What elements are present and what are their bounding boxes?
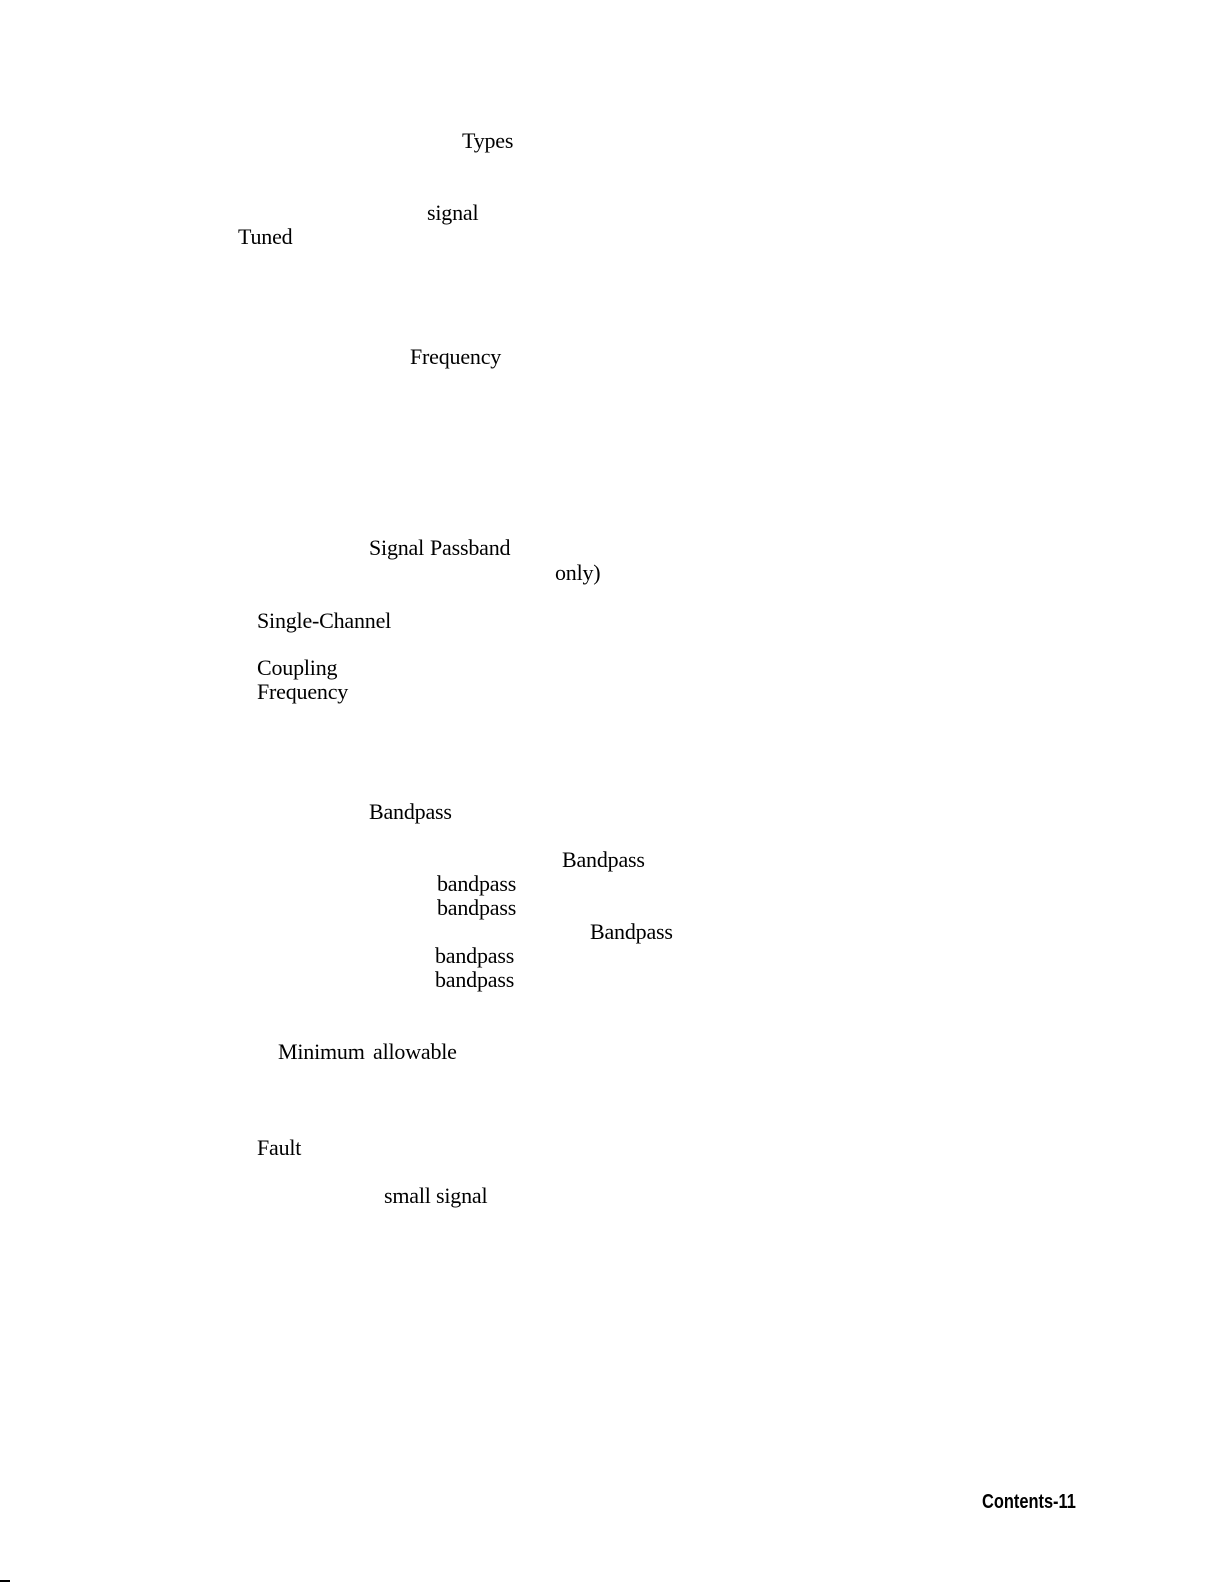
text-fragment-frequency-2: Frequency bbox=[257, 679, 349, 704]
text-fragment-fault: Fault bbox=[257, 1135, 302, 1160]
text-fragment-coupling: Coupling bbox=[257, 655, 338, 680]
text-fragment-bandpass-5: Bandpass bbox=[590, 919, 673, 944]
text-fragment-bandpass-2: Bandpass bbox=[562, 847, 645, 872]
text-fragment-bandpass-7: bandpass bbox=[435, 967, 515, 992]
text-fragment-bandpass-4: bandpass bbox=[437, 895, 517, 920]
page-number-footer: Contents-11 bbox=[982, 1491, 1076, 1513]
text-fragment-tuned: Tuned bbox=[238, 224, 293, 249]
text-fragment-small: small bbox=[384, 1183, 431, 1208]
text-fragment-allowable: allowable bbox=[373, 1039, 457, 1064]
text-fragment-minimum: Minimum bbox=[278, 1039, 365, 1064]
text-fragment-frequency: Frequency bbox=[410, 344, 502, 369]
text-fragment-bandpass: Bandpass bbox=[369, 799, 452, 824]
text-fragment-bandpass-3: bandpass bbox=[437, 871, 517, 896]
text-fragment-signal-3: signal bbox=[436, 1183, 488, 1208]
text-fragment-bandpass-6: bandpass bbox=[435, 943, 515, 968]
text-fragment-signal: signal bbox=[427, 200, 479, 225]
text-fragment-only: only) bbox=[555, 560, 601, 585]
text-fragment-signal-2: Signal bbox=[369, 535, 425, 560]
text-fragment-types: Types bbox=[462, 128, 514, 153]
text-fragment-single-channel: Single-Channel bbox=[257, 608, 392, 633]
scan-edge-mark bbox=[0, 1580, 10, 1582]
text-fragment-passband: Passband bbox=[430, 535, 511, 560]
